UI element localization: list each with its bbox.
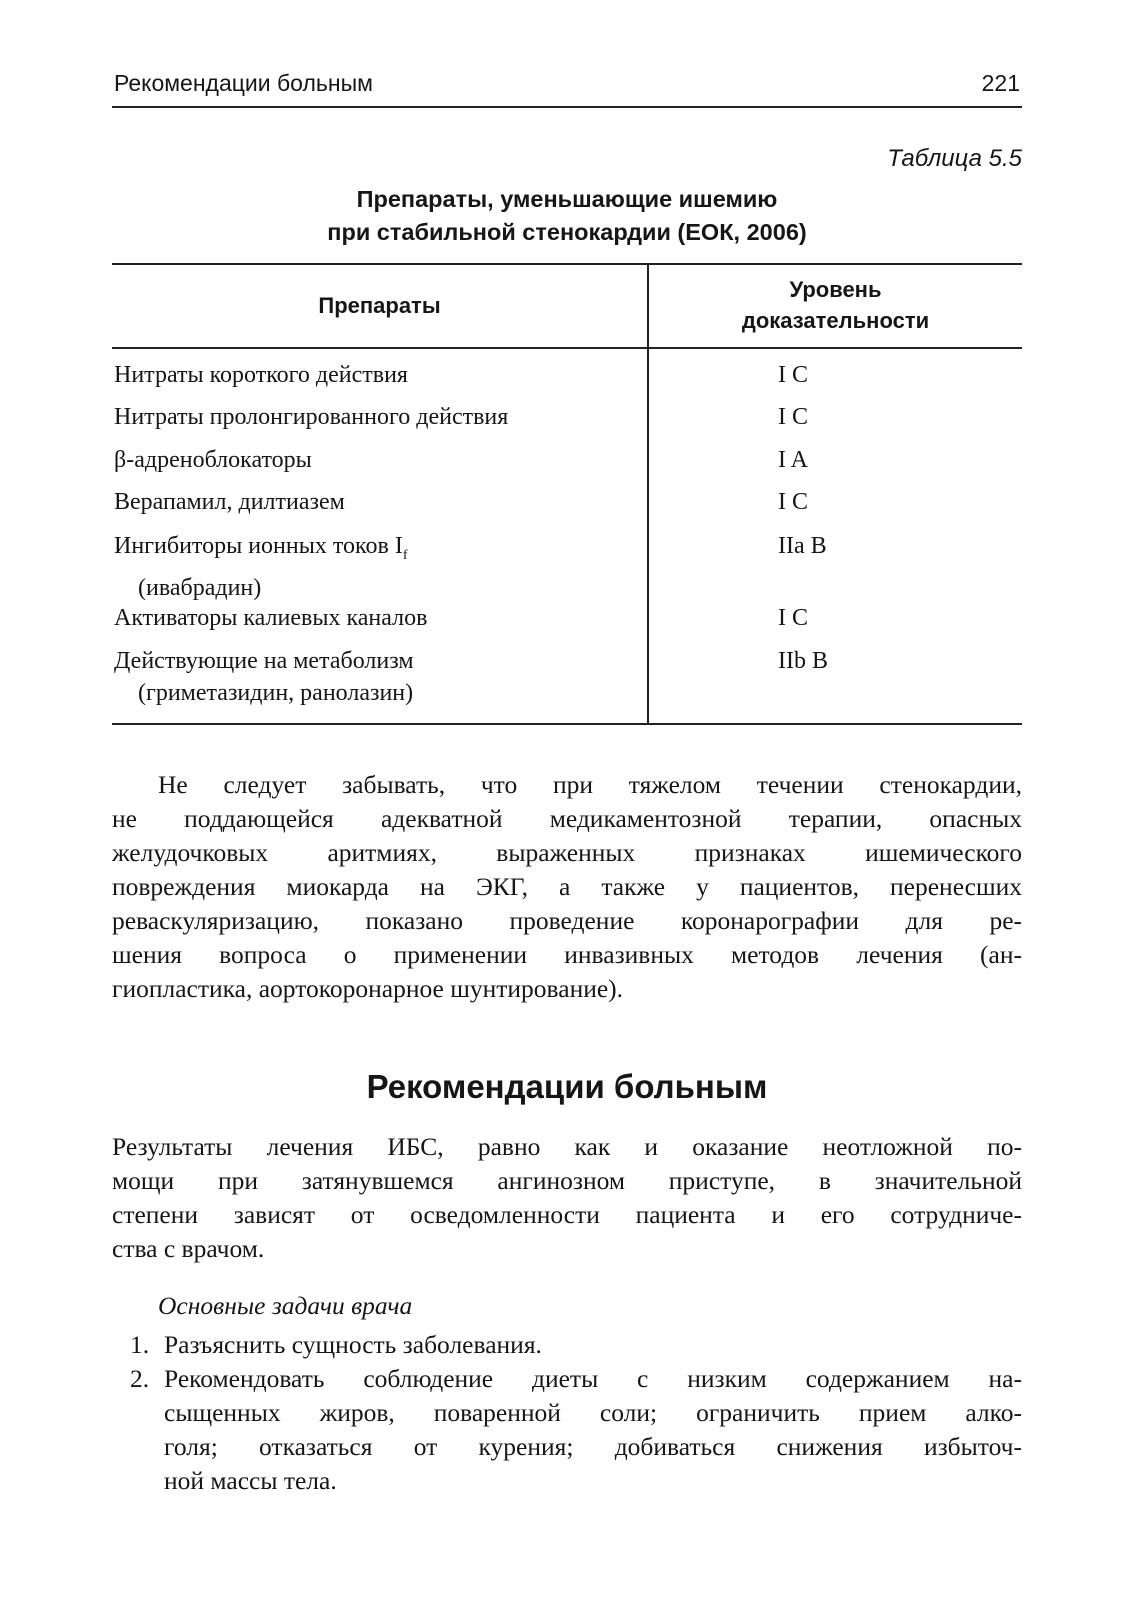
- drug-name-continuation: (ивабрадин): [138, 574, 262, 601]
- subheading: Основные задачи врача: [158, 1291, 413, 1320]
- drug-name: Ингибиторы ионных токов I: [114, 533, 403, 559]
- table-row-drug: Активаторы калиевых каналов: [114, 605, 428, 631]
- table-row-drug: Нитраты короткого действия: [114, 362, 408, 388]
- text-line: шения вопроса о применении инвазивных методов лечения (ан-: [112, 940, 1022, 969]
- table-row-drug: Верапамил, дилтиазем: [114, 489, 345, 515]
- paragraph-results: [112, 1130, 1022, 1266]
- table-title-line: Препараты, уменьшающие ишемию: [356, 186, 778, 212]
- table-header-rule: [112, 347, 1022, 349]
- drug-table: [112, 263, 1022, 743]
- text-line-content: Не следует забывать, что при тяжелом течении стенокардии,: [158, 770, 1022, 799]
- text-line: Результаты лечения ИБС, равно как и оказание неотложной по-: [112, 1132, 1022, 1161]
- table-bottom-rule: [112, 723, 1022, 725]
- list-item: [112, 1362, 1022, 1498]
- text-line: гиопластика, аортокоронарное шунтирование).: [112, 974, 624, 1003]
- task-list: [112, 1328, 1022, 1498]
- text-line: Разъяснить сущность заболевания.: [164, 1330, 542, 1359]
- table-row-level: I C: [778, 605, 808, 631]
- section-heading: Рекомендации больным: [366, 1068, 768, 1105]
- table-title-line: при стабильной стенокардии (ЕОК, 2006): [327, 219, 807, 245]
- text-line: сыщенных жиров, поваренной соли; ограничить прием алко-: [164, 1398, 1022, 1427]
- header-evidence-line: доказательности: [741, 308, 930, 333]
- table-row-level: I C: [778, 489, 808, 515]
- text-line: Рекомендовать соблюдение диеты с низким содержанием на-: [164, 1364, 1022, 1393]
- table-row-drug: Нитраты пролонгированного действия: [114, 404, 509, 430]
- paragraph-invasive-methods: [112, 768, 1022, 1006]
- header-evidence-line: Уровень: [789, 277, 882, 302]
- table-row-drug: [114, 530, 639, 604]
- header-drugs: Препараты: [318, 292, 441, 318]
- drug-name: Действующие на метаболизм: [114, 648, 414, 674]
- page-number: 221: [981, 70, 1020, 96]
- running-head: [112, 66, 1022, 108]
- text-line: ной массы тела.: [164, 1466, 337, 1495]
- table-label: Таблица 5.5: [887, 145, 1022, 172]
- table-row-level: I A: [778, 447, 808, 473]
- table-row-level: IIa B: [778, 533, 827, 559]
- table-row-level: I C: [778, 362, 808, 388]
- table-row-level: IIb B: [778, 648, 828, 674]
- table-row-drug: [114, 645, 639, 709]
- text-line: реваскуляризацию, показано проведение коронарографии для ре-: [112, 906, 1022, 935]
- text-line: [112, 768, 1022, 802]
- list-item: [112, 1328, 1022, 1362]
- table-title: [112, 183, 1022, 249]
- running-head-title: Рекомендации больным: [114, 70, 373, 96]
- text-line: не поддающейся адекватной медикаментозной терапии, опасных: [112, 804, 1022, 833]
- header-evidence-level: [649, 263, 1022, 347]
- text-line: ства с врачом.: [112, 1234, 265, 1263]
- text-line: степени зависят от осведомленности пациента и его сотрудниче-: [112, 1200, 1022, 1229]
- text-line: повреждения миокарда на ЭКГ, а также у пациентов, перенесших: [112, 872, 1022, 901]
- list-number: 2.: [130, 1364, 150, 1393]
- table-row-drug: β-адреноблокаторы: [114, 447, 312, 473]
- table-row-level: I C: [778, 404, 808, 430]
- text-line: мощи при затянувшемся ангинозном приступе, в значительной: [112, 1166, 1022, 1195]
- text-line: желудочковых аритмиях, выраженных признаках ишемического: [112, 838, 1022, 867]
- drug-name-continuation: (гриметазидин, ранолазин): [138, 680, 414, 706]
- subscript: f: [402, 547, 408, 563]
- list-number: 1.: [130, 1330, 150, 1359]
- text-line: голя; отказаться от курения; добиваться снижения избыточ-: [164, 1432, 1022, 1461]
